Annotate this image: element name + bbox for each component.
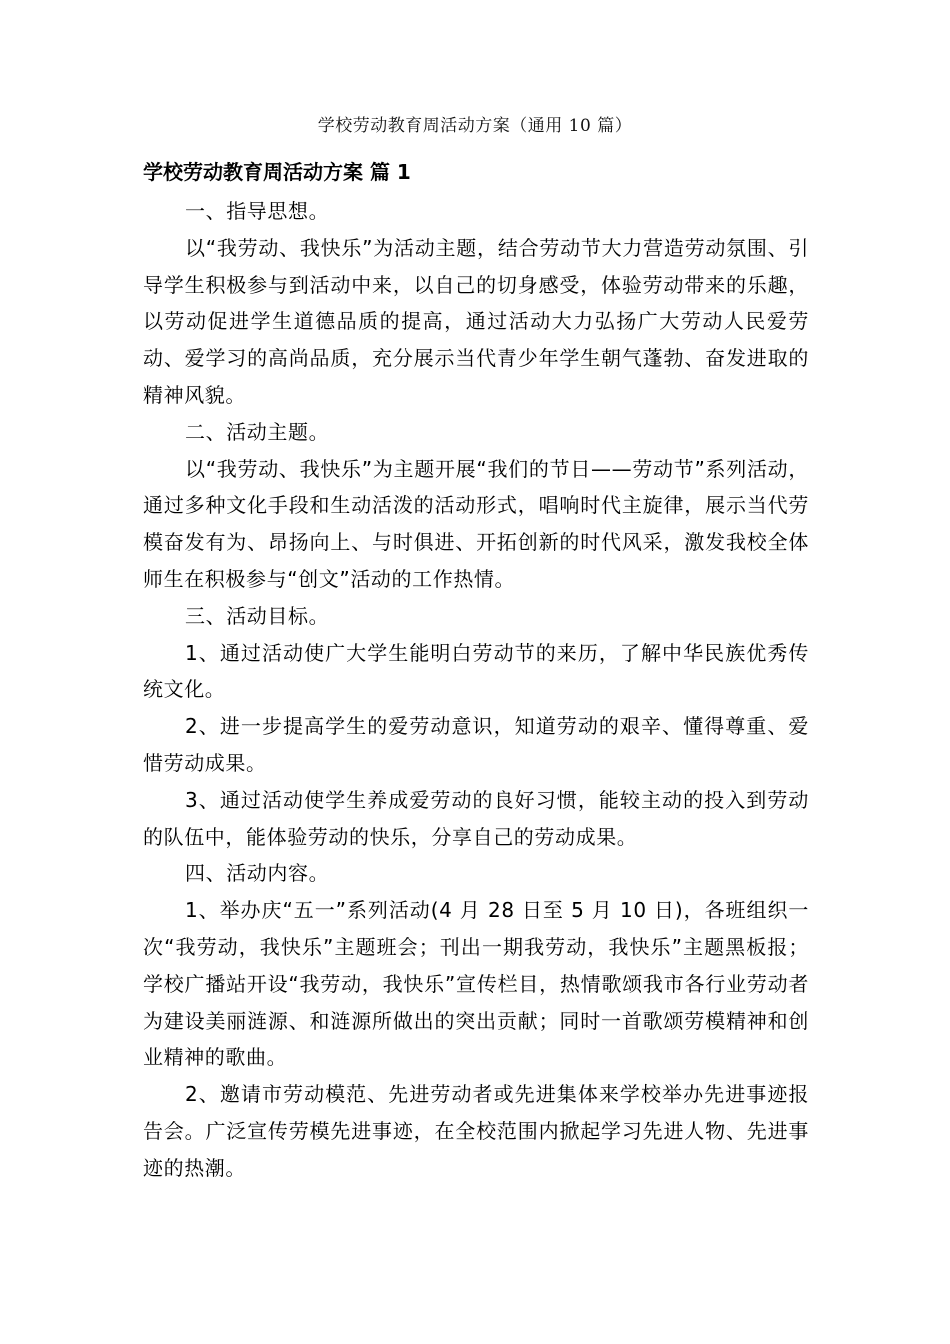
heading-activity-content: 四、活动内容。 <box>185 861 330 886</box>
document-body <box>143 193 809 1187</box>
heading-guiding-ideology: 一、指导思想。 <box>185 199 330 223</box>
content-item-1: 1、举办庆“五一”系列活动(4 月 28 日至 5 月 10 日)，各班组织一次“我劳动，我快乐”主题班会；刊出一期我劳动，我快乐”主题黑板报；学校广播站开设“我劳动，我快乐”宣传栏目，热情歌颂我市各行业劳动者为建设美丽涟源、和涟源所做出的突出贡献；同时一首歌颂劳模精神和创业精神的歌曲。 <box>143 898 809 1070</box>
goal-item-2: 2、进一步提高学生的爱劳动意识，知道劳动的艰辛、懂得尊重、爱惜劳动成果。 <box>143 714 809 775</box>
section-heading: 学校劳动教育周活动方案 篇 1 <box>143 160 411 184</box>
heading-activity-theme: 二、活动主题。 <box>185 419 330 444</box>
paragraph-activity-theme: 以“我劳动、我快乐”为主题开展“我们的节日——劳动节”系列活动，通过多种文化手段和生动活泼的活动形式，唱响时代主旋律，展示当代劳模奋发有为、昂扬向上、与时俱进、开拓创新的时代风采，激发我校全体师生在积极参与“创文”活动的工作热情。 <box>143 456 809 591</box>
content-item-2: 2、邀请市劳动模范、先进劳动者或先进集体来学校举办先进事迹报告会。广泛宣传劳模先进事迹，在全校范围内掀起学习先进人物、先进事迹的热潮。 <box>143 1082 809 1180</box>
paragraph-guiding-ideology: 以“我劳动、我快乐”为活动主题，结合劳动节大力营造劳动氛围、引导学生积极参与到活动中来，以自己的切身感受，体验劳动带来的乐趣，以劳动促进学生道德品质的提高，通过活动大力弘扬广大劳动人民爱劳动、爱学习的高尚品质，充分展示当代青少年学生朝气蓬勃、奋发进取的精神风貌。 <box>143 235 809 407</box>
goal-item-1: 1、通过活动使广大学生能明白劳动节的来历，了解中华民族优秀传统文化。 <box>143 640 809 702</box>
document-title: 学校劳动教育周活动方案（通用 10 篇） <box>317 116 633 136</box>
heading-activity-goals: 三、活动目标。 <box>185 603 330 628</box>
goal-item-3: 3、通过活动使学生养成爱劳动的良好习惯，能较主动的投入到劳动的队伍中，能体验劳动的快乐，分享自己的劳动成果。 <box>143 787 809 849</box>
